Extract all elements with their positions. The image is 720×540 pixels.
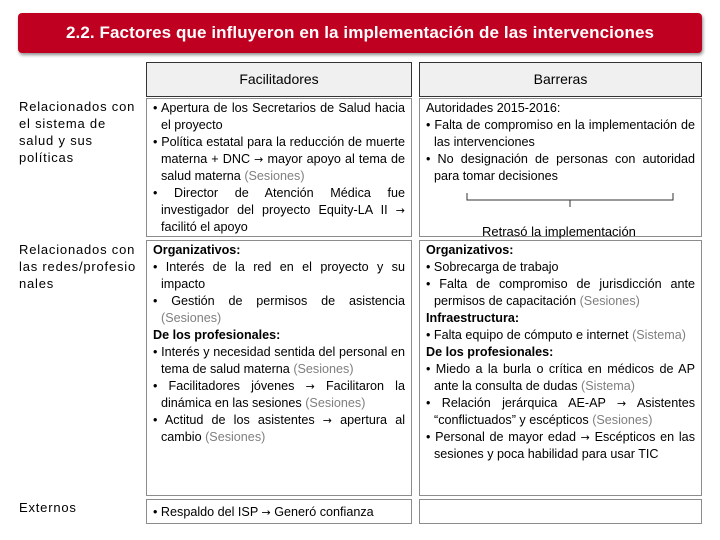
list-item — [153, 259, 405, 293]
item-text: Actitud de los asistentes — [164, 413, 323, 427]
item-text-after: Generó confianza — [270, 505, 374, 519]
list-item — [426, 327, 695, 344]
item-text: Director de Atención Médica fue investigador del proyecto Equity-LA II — [161, 186, 405, 217]
list-item — [426, 361, 695, 395]
arrow-right-icon: → — [580, 431, 590, 444]
list-item — [153, 504, 405, 521]
arrow-right-icon: → — [322, 414, 332, 427]
list-item — [153, 378, 405, 412]
header-barreras: Barreras — [419, 62, 702, 97]
section-heading-infraestructura: Infraestructura: — [426, 311, 520, 325]
item-text: Interés y necesidad sentida del personal en tema de salud materna — [161, 345, 405, 376]
list-item — [426, 117, 695, 151]
arrow-right-icon: → — [254, 153, 264, 166]
item-text: Apertura de los Secretarios de Salud hacia el proyecto — [160, 101, 405, 132]
item-text: No designación de personas con autoridad para tomar decisiones — [434, 152, 695, 183]
barreras-sistema-box — [419, 98, 702, 237]
source-tag: (Sesiones) — [305, 396, 366, 410]
row-label-externos: Externos — [19, 500, 77, 515]
item-text: Gestión de permisos de asistencia — [171, 294, 405, 308]
list-item — [153, 134, 405, 185]
source-tag: (Sesiones) — [161, 311, 222, 325]
slide-title-bar — [18, 13, 702, 53]
list-item — [153, 344, 405, 378]
list-item — [153, 185, 405, 236]
list-item — [426, 276, 695, 310]
source-tag: (Sesiones) — [293, 362, 354, 376]
source-tag: (Sistema) — [632, 328, 686, 342]
item-text: Falta de compromiso de jurisdicción ante permisos de capacitación — [434, 277, 695, 308]
item-text: Facilitadores jóvenes — [168, 379, 306, 393]
item-text: Falta de compromiso en la implementación de las intervenciones — [434, 118, 695, 149]
item-text: Política estatal para la reducción de muerte materna + DNC — [161, 135, 405, 166]
item-text: Sobrecarga de trabajo — [433, 260, 559, 274]
source-tag: (Sesiones) — [579, 294, 640, 308]
item-text: Relación jerárquica AE-AP — [441, 396, 618, 410]
arrow-right-icon: → — [395, 204, 405, 217]
list-item — [426, 151, 695, 185]
source-tag: (Sistema) — [581, 379, 635, 393]
slide-title: 2.2. Factores que influyeron en la implementación de las intervenciones — [65, 23, 655, 42]
item-text: Miedo a la burla o crítica en médicos de AP ante la consulta de dudas — [434, 362, 695, 393]
item-text-after: facilitó el apoyo — [161, 220, 248, 234]
item-text-after: apertura al cambio — [161, 413, 406, 444]
list-item — [426, 259, 695, 276]
list-item — [153, 100, 405, 134]
item-text: Personal de mayor edad — [435, 430, 581, 444]
section-heading-organizativos: Organizativos: — [153, 243, 241, 257]
item-text-after: mayor apoyo al tema de salud materna — [161, 152, 405, 183]
row-label-redes: Relacionados con las redes/profesionales — [19, 242, 137, 291]
arrow-right-icon: → — [305, 380, 315, 393]
item-text-after: Asistentes “conflictuados” y escépticos — [434, 396, 695, 427]
header-facilitadores: Facilitadores — [146, 62, 412, 97]
item-text: Falta equipo de cómputo e internet — [433, 328, 633, 342]
barreras-externos-box — [419, 499, 702, 524]
retraso-label: Retrasó la implementación — [482, 224, 636, 239]
row-label-sistema: Relacionados con el sistema de salud y sus políticas — [19, 99, 136, 165]
facilitadores-externos-box — [146, 499, 412, 524]
barreras-redes-box — [419, 240, 702, 496]
item-text: Interés de la red en el proyecto y su impacto — [161, 260, 405, 291]
section-heading-profesionales: De los profesionales: — [426, 345, 554, 359]
item-text-after: Escépticos en las sesiones y poca habilidad para usar TIC — [434, 430, 695, 461]
list-item — [153, 293, 405, 327]
retraso-brace — [466, 193, 674, 207]
list-item — [426, 429, 695, 463]
source-tag: (Sesiones) — [592, 413, 653, 427]
source-tag: (Sesiones) — [244, 169, 305, 183]
facilitadores-redes-box — [146, 240, 412, 496]
list-item — [153, 412, 405, 446]
arrow-right-icon: → — [261, 506, 271, 519]
source-tag: (Sesiones) — [205, 430, 266, 444]
autoridades-label: Autoridades 2015-2016: — [426, 101, 561, 115]
item-text-after: Facilitaron la dinámica en las sesiones — [161, 379, 405, 410]
list-item — [426, 395, 695, 429]
item-text: Respaldo del ISP — [160, 505, 262, 519]
facilitadores-sistema-box — [146, 98, 412, 237]
arrow-right-icon: → — [617, 397, 627, 410]
section-heading-profesionales: De los profesionales: — [153, 328, 281, 342]
section-heading-organizativos: Organizativos: — [426, 243, 514, 257]
